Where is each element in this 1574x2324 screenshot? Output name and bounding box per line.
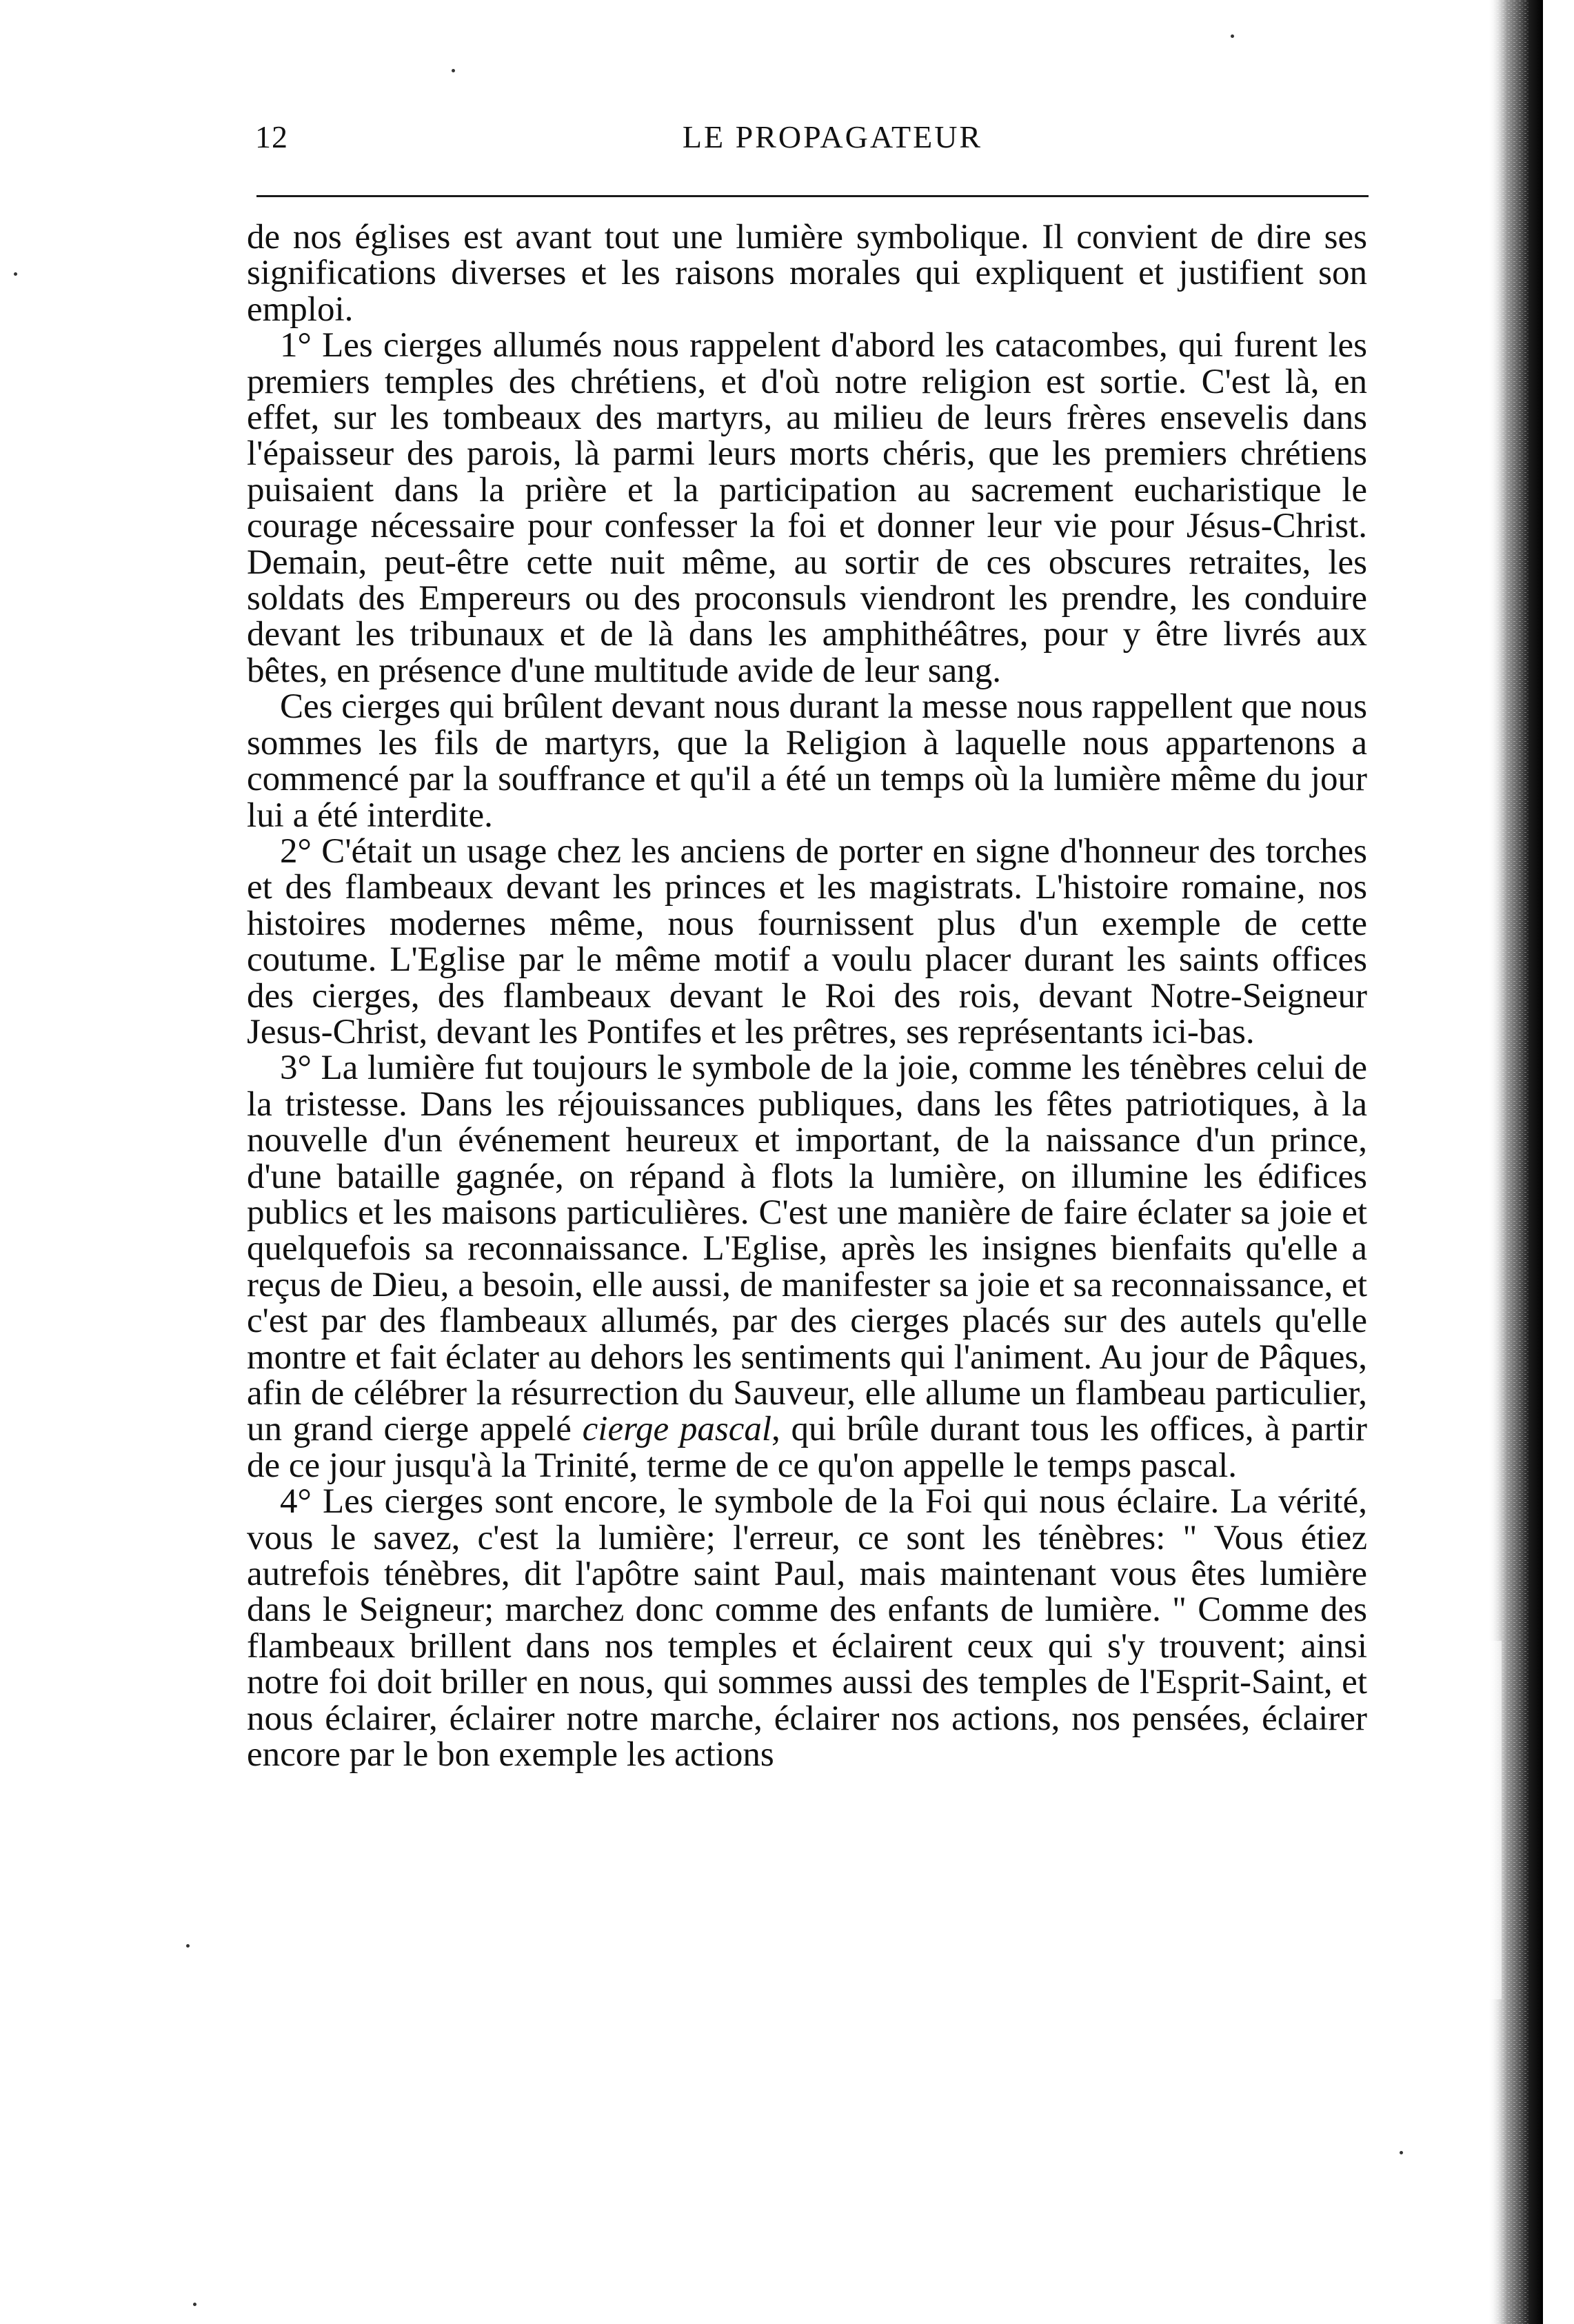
paragraph-4-faith: 4° Les cierges sont encore, le symbole de la Foi qui nous éclaire. La vérité, vous le savez, c'est la lumière; l'erreur, ce sont les ténèbres: " Vous étiez autrefois ténèbres, dit l'apôtre saint Paul, mais maintenant vous êtes lumière dans le Seigneur; marchez donc comme des enfants de lumière. " Comme des flambeaux brillent dans nos temples et éclairent ceux qui s'y trouvent; ainsi notre foi doit briller en nous, qui sommes aussi des temples de l'Esprit-Saint, et nous éclairer, éclairer notre marche, éclairer nos actions, nos pensées, éclairer encore par le bon exemple les actions: [247, 1482, 1367, 1775]
running-title: LE PROPAGATEUR: [682, 119, 983, 154]
scan-speck: [186, 1944, 190, 1948]
scan-speck: [1231, 34, 1234, 38]
running-head: [255, 119, 1369, 167]
scan-speck: [14, 272, 17, 276]
paragraph-martyrs: Ces cierges qui brûlent devant nous durant la messe nous rappellent que nous sommes les fils de martyrs, que la Religion à laquelle nous appartenons a commencé par la souffrance et qu'il a été un temps où la lumière même du jour lui a été interdite.: [247, 687, 1367, 835]
header-rule: [256, 195, 1369, 197]
paragraph-1-catacombs: 1° Les cierges allumés nous rappelent d'abord les catacombes, qui furent les premiers temples des chrétiens, et d'où notre religion est sortie. C'est là, en effet, sur les tombeaux des martyrs, au milieu de leurs frères ensevelis dans l'épaisseur des parois, là parmi leurs morts chéris, que les premiers chrétiens puisaient dans la prière et la participation au sacrement eucharistique le courage nécessaire pour confesser la foi et donner leur vie pour Jésus-Christ. Demain, peut-être cette nuit même, au sortir de ces obscures retraites, les soldats des Empereurs ou des proconsuls viendront les prendre, les conduire devant les tribunaux et de là dans les amphithéâtres, pour y être livrés aux bêtes, en présence d'une multitude avide de leur sang.: [247, 326, 1367, 690]
paragraph-continued: de nos églises est avant tout une lumière symbolique. Il convient de dire ses significations diverses et les raisons morales qui expliquent et justifient son emploi.: [247, 218, 1367, 329]
paragraph-3-text-after: , qui brûle durant tous les offices, à partir de ce jour jusqu'à la Trinité, terme de ce qu'on appelle le temps pascal.: [247, 1410, 1367, 1485]
paragraph-2-honour: 2° C'était un usage chez les anciens de porter en signe d'honneur des torches et des flambeaux devant les princes et les magistrats. L'histoire romaine, nos histoires modernes même, nous fournissent plus d'un exemple de cette coutume. L'Eglise par le même motif a voulu placer durant les saints offices des cierges, des flambeaux devant le Roi des rois, devant Notre-Seigneur Jesus-Christ, devant les Pontifes et les prêtres, ses représentants ici-bas.: [247, 831, 1367, 1051]
page-number: 12: [255, 119, 288, 154]
scan-speck: [1400, 2151, 1403, 2154]
paragraph-3-joy: [247, 1050, 1367, 1484]
body-text: [247, 218, 1367, 1775]
binding-edge-shadow: [1474, 0, 1543, 2324]
scan-speck: [452, 69, 455, 72]
scan-speck: [193, 2303, 196, 2306]
paragraph-3-italic-term: cierge pascal: [582, 1410, 772, 1449]
paragraph-3-text-before: 3° La lumière fut toujours le symbole de la joie, comme les ténèbres celui de la tristesse. Dans les réjouissances publiques, dans les fêtes patriotiques, à la nouvelle d'un événement heureux et important, de la naissance d'un prince, d'une bataille gagnée, on répand à flots la lumière, on illumine les édifices publics et les maisons particulières. C'est une manière de faire éclater sa joie et quelquefois sa reconnaissance. L'Eglise, après les insignes bienfaits qu'elle a reçus de Dieu, a besoin, elle aussi, de manifester sa joie et sa reconnaissance, et c'est par des flambeaux allumés, par des cierges placés sur des autels qu'elle montre et fait éclater au dehors les sentiments qui l'animent. Au jour de Pâques, afin de célébrer la résurrection du Sauveur, elle allume un flambeau particulier, un grand cierge appelé: [247, 1049, 1367, 1449]
